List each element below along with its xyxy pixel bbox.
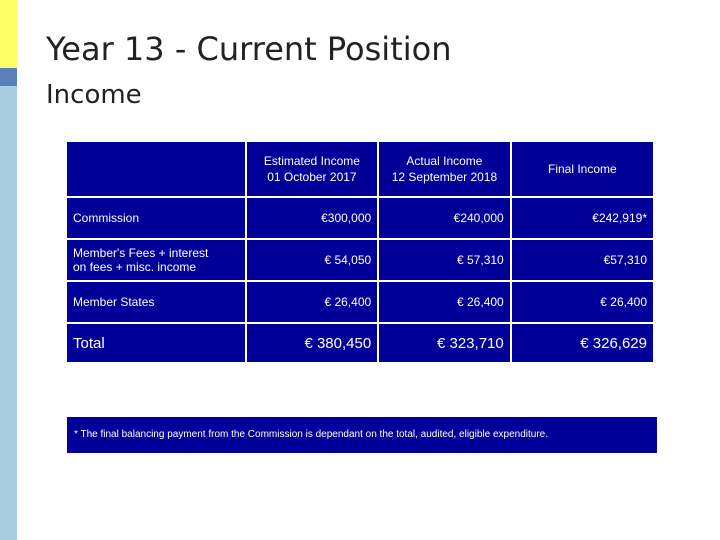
- header-estimated-income: [247, 142, 378, 196]
- row-label: Commission: [67, 198, 245, 238]
- table-row: [67, 240, 653, 280]
- total-final-value: € 326,629: [512, 324, 653, 362]
- table-total-row: [67, 324, 653, 362]
- header-final-income: Final Income: [512, 142, 653, 196]
- table-row: [67, 198, 653, 238]
- left-accent-bar-light-blue: [0, 86, 17, 540]
- slide-subtitle: Income: [46, 80, 142, 110]
- actual-value: € 57,310: [379, 240, 510, 280]
- header-estimated-text: Estimated Income 01 October 2017: [263, 154, 360, 184]
- left-accent-bar-blue: [0, 68, 17, 86]
- table-header-row: [67, 142, 653, 196]
- row-label-text: Member's Fees + interest on fees + misc. income: [73, 246, 209, 274]
- final-value: €242,919*: [512, 198, 653, 238]
- estimated-value: € 54,050: [247, 240, 378, 280]
- actual-value: €240,000: [379, 198, 510, 238]
- row-label: [67, 240, 245, 280]
- table-row: [67, 282, 653, 322]
- income-table: [65, 140, 655, 364]
- final-value: € 26,400: [512, 282, 653, 322]
- actual-value: € 26,400: [379, 282, 510, 322]
- final-value: €57,310: [512, 240, 653, 280]
- total-actual-value: € 323,710: [379, 324, 510, 362]
- row-label: Member States: [67, 282, 245, 322]
- header-empty: [67, 142, 245, 196]
- estimated-value: € 26,400: [247, 282, 378, 322]
- total-label: Total: [67, 324, 245, 362]
- left-accent-bar-yellow: [0, 0, 17, 68]
- estimated-value: €300,000: [247, 198, 378, 238]
- header-actual-income: [379, 142, 510, 196]
- total-estimated-value: € 380,450: [247, 324, 378, 362]
- header-actual-text: Actual Income 12 September 2018: [391, 154, 498, 184]
- slide-title: Year 13 - Current Position: [46, 30, 452, 68]
- footnote: * The final balancing payment from the Commission is dependant on the total, audited, eligible expenditure.: [65, 415, 659, 455]
